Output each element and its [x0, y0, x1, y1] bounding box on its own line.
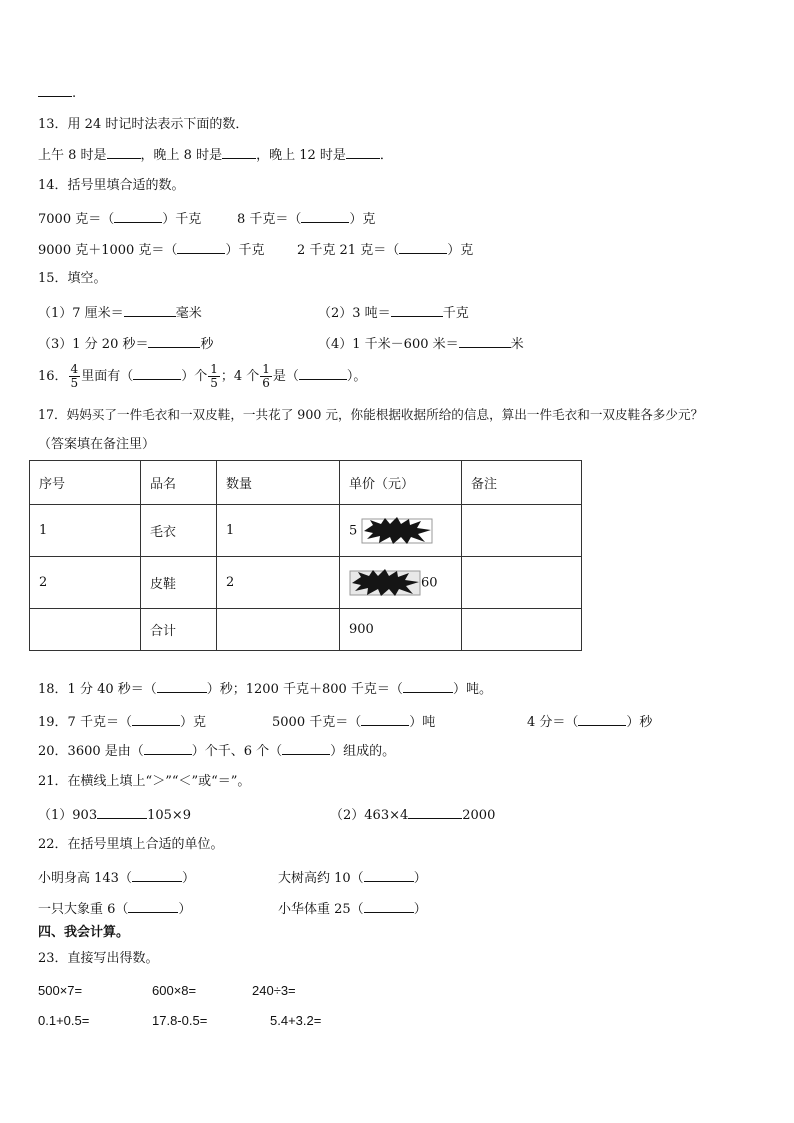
q15-blank-3[interactable]: [148, 335, 200, 348]
q18-blank-1[interactable]: [157, 680, 207, 693]
q20-line: 20．3600 是由（ ）个千、6 个（ ）组成的。: [38, 744, 396, 759]
q22-item-3: 一只大象重 6（ ）: [38, 902, 192, 917]
q19-item-2: 5000 千克＝（ ）吨: [272, 715, 436, 730]
q21-part-2: （2）463×4 2000: [330, 808, 496, 823]
cell-no: 2: [30, 557, 141, 609]
q18-blank-2[interactable]: [403, 680, 453, 693]
q15-part-3: （3）1 分 20 秒＝ 秒: [38, 337, 214, 352]
q14-item-1: 7000 克＝（ ）千克: [38, 212, 202, 227]
q15-blank-1[interactable]: [124, 304, 176, 317]
q19-blank-2[interactable]: [361, 713, 409, 726]
q13-blank-3[interactable]: [346, 146, 380, 159]
ink-blot-icon: [349, 568, 421, 598]
cell-no: 1: [30, 505, 141, 557]
q20-blank-1[interactable]: [144, 742, 192, 755]
q16-blank-1[interactable]: [133, 367, 181, 380]
fraction-4-5: $\frac{4}{5}$: [70, 362, 79, 390]
fraction-1-5: $\frac{1}{5}$: [210, 362, 218, 390]
fraction-1-6: $\frac{1}{6}$: [262, 362, 270, 390]
q15-blank-2[interactable]: [391, 304, 443, 317]
receipt-table: [29, 460, 582, 651]
calc-item: 5.4+3.2=: [270, 1013, 322, 1028]
cell-price: 5: [340, 505, 462, 557]
q22-title: 22．在括号里填上合适的单位。: [38, 837, 224, 852]
q22-item-2: 大树高约 10（ ）: [278, 871, 427, 886]
q15-part-1: （1）7 厘米＝ 毫米: [38, 306, 202, 321]
total-label: 合计: [141, 609, 217, 651]
q21-title: 21．在横线上填上“＞”“＜”或“＝”。: [38, 774, 251, 789]
q14-item-2: 8 千克＝（ ）克: [237, 212, 376, 227]
header-cell: 品名: [141, 461, 217, 505]
q19-item-3: 4 分＝（ ）秒: [527, 715, 653, 730]
continued-answer-line: .: [38, 84, 76, 103]
q19-blank-1[interactable]: [132, 713, 180, 726]
q14-item-4: 2 千克 21 克＝（ ）克: [297, 243, 474, 258]
header-cell: 备注: [462, 461, 582, 505]
cell-name: 皮鞋: [141, 557, 217, 609]
q15-part-4: （4）1 千米－600 米＝ 米: [318, 337, 524, 352]
q16-blank-2[interactable]: [299, 367, 347, 380]
q13-blank-1[interactable]: [107, 146, 141, 159]
q14-item-3: 9000 克＋1000 克＝（ ）千克: [38, 243, 265, 258]
section-heading: 四、我会计算。: [38, 925, 130, 940]
ink-blot-icon: [361, 516, 433, 546]
q22-item-1: 小明身高 143（ ）: [38, 871, 195, 886]
header-cell: 数量: [217, 461, 340, 505]
calc-item: 500×7=: [38, 983, 83, 998]
q16-line: 16． $\frac{4}{5}$ 里面有（ ）个 $\frac{1}{5}$ ；4 个 $\frac{1}{6}$ 是（ ）。: [38, 362, 367, 390]
q15-title: 15．填空。: [38, 271, 107, 286]
calc-item: 240÷3=: [252, 983, 296, 998]
q22-item-4: 小华体重 25（ ）: [278, 902, 427, 917]
table-row: [30, 557, 582, 609]
answer-blank[interactable]: [38, 84, 72, 97]
q15-blank-4[interactable]: [459, 335, 511, 348]
header-cell: 单价（元）: [340, 461, 462, 505]
table-row: [30, 505, 582, 557]
q22-blank-1[interactable]: [132, 869, 182, 882]
q21-blank-2[interactable]: [408, 806, 462, 819]
calc-item: 0.1+0.5=: [38, 1013, 90, 1028]
q21-part-1: （1）903 105×9: [38, 808, 192, 823]
q15-part-2: （2）3 吨＝ 千克: [318, 306, 469, 321]
table-header-row: [30, 461, 582, 505]
cell-empty: [30, 609, 141, 651]
q14-blank-4[interactable]: [399, 241, 447, 254]
q22-blank-2[interactable]: [364, 869, 414, 882]
cell-empty: [217, 609, 340, 651]
calc-item: 600×8=: [152, 983, 197, 998]
q21-blank-1[interactable]: [97, 806, 147, 819]
cell-remark[interactable]: [462, 505, 582, 557]
q14-blank-3[interactable]: [177, 241, 225, 254]
cell-qty: 1: [217, 505, 340, 557]
q17-note: （答案填在备注里）: [38, 437, 156, 452]
total-value: 900: [340, 609, 462, 651]
table-total-row: [30, 609, 582, 651]
q14-title: 14．括号里填合适的数。: [38, 178, 185, 193]
q19-blank-3[interactable]: [578, 713, 626, 726]
q22-blank-4[interactable]: [364, 900, 414, 913]
q23-title: 23．直接写出得数。: [38, 951, 159, 966]
q18-line: 18．1 分 40 秒＝（ ）秒；1200 千克＋800 千克＝（ ）吨。: [38, 682, 492, 697]
cell-price: 60: [340, 557, 462, 609]
cell-qty: 2: [217, 557, 340, 609]
cell-remark[interactable]: [462, 609, 582, 651]
q17-title: 17．妈妈买了一件毛衣和一双皮鞋，一共花了 900 元，你能根据收据所给的信息，算出一件毛衣和一双皮鞋各多少元？: [38, 407, 704, 422]
header-cell: 序号: [30, 461, 141, 505]
q13-line: 上午 8 时是 ，晚上 8 时是 ，晚上 12 时是 ．: [38, 148, 393, 163]
calc-item: 17.8-0.5=: [152, 1013, 208, 1028]
q19-item-1: 19．7 千克＝（ ）克: [38, 715, 206, 730]
q22-blank-3[interactable]: [128, 900, 178, 913]
cell-name: 毛衣: [141, 505, 217, 557]
q20-blank-2[interactable]: [282, 742, 330, 755]
q14-blank-2[interactable]: [301, 210, 349, 223]
cell-remark[interactable]: [462, 557, 582, 609]
q14-blank-1[interactable]: [114, 210, 162, 223]
q13-blank-2[interactable]: [222, 146, 256, 159]
q13-title: 13．用 24 时记时法表示下面的数．: [38, 117, 249, 132]
